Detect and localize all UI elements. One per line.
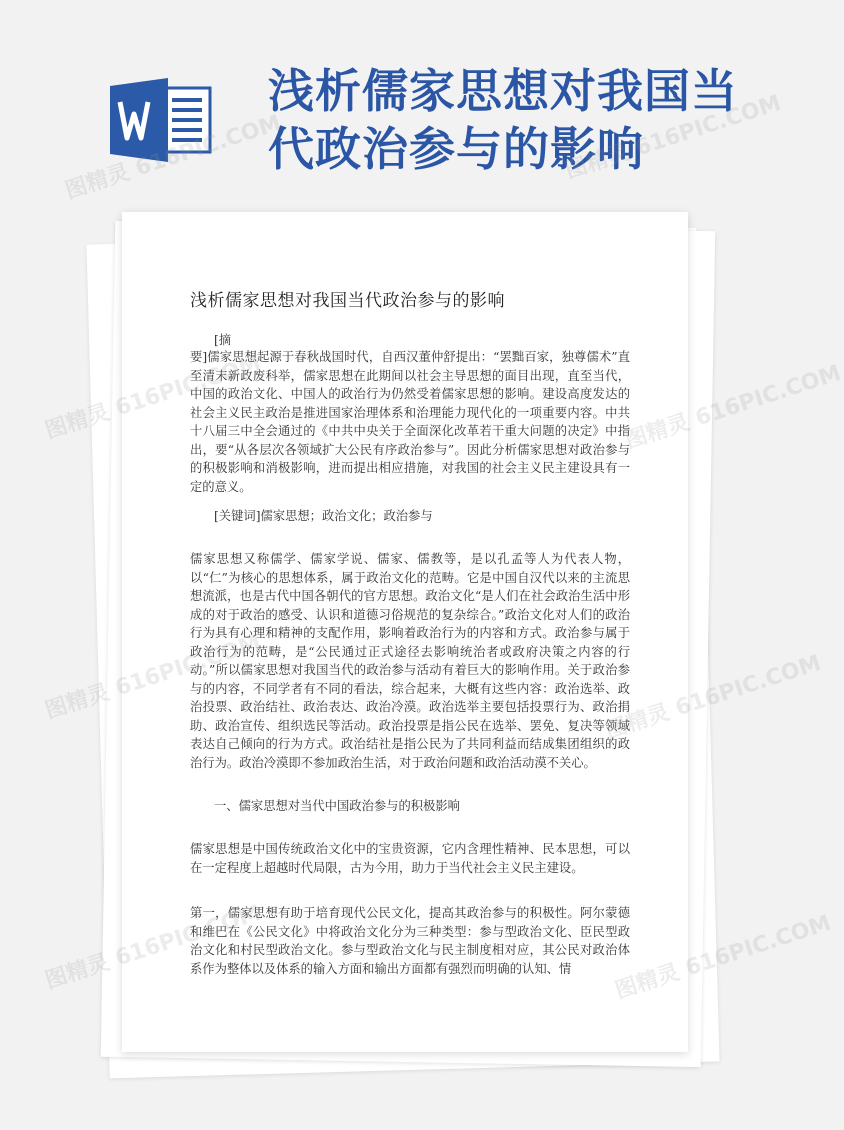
header-title: 浅析儒家思想对我国当代政治参与的影响: [268, 64, 738, 176]
document-title: 浅析儒家思想对我国当代政治参与的影响: [190, 291, 505, 311]
watermark: 图精灵 616PIC.COM: [622, 360, 844, 455]
watermark: 图精灵 616PIC.COM: [612, 910, 835, 1005]
word-document-icon: [110, 78, 214, 162]
keywords: [关键词]儒家思想；政治文化；政治参与: [214, 509, 433, 523]
watermark: 图精灵 616PIC.COM: [62, 110, 285, 205]
watermark: 图精灵: [42, 399, 113, 445]
section-heading: 一、儒家思想对当代中国政治参与的积极影响: [214, 799, 460, 813]
abstract-label: [摘: [214, 333, 232, 347]
paragraph-resource: 儒家思想是中国传统政治文化中的宝贵资源，它内含理性精神、民本思想，可以在一定程度上超越时代局限，古为今用，助力于当代社会主义民主建设。: [190, 842, 630, 875]
watermark: 图精灵: [42, 679, 113, 725]
abstract-text: 要]儒家思想起源于春秋战国时代，自西汉董仲舒提出：“罢黜百家，独尊儒术”直至清末新政废科举，儒家思想在此期间以社会主导思想的面目出现，直至当代，中国的政治文化、中国人的政治行为仍然受着儒家思想的影响。建设高度发达的社会主义民主政治是推进国家治理体系和治理能力现代化的一项重要内容。中共十八届三中全会通过的《中共中央关于全面深化改革若干重大问题的决定》中指出，要“从各层次各领域扩大公民有序政治参与”。因此分析儒家思想对政治参与的积极影响和消极影响，进而提出相应措施，对我国的社会主义民主建设具有一定的意义。: [190, 350, 630, 494]
watermark: 图精灵 616PIC.COM: [562, 90, 785, 185]
watermark: 图精灵: [42, 949, 113, 995]
watermark: 图精灵 616PIC.COM: [602, 650, 825, 745]
paragraph-civic-culture: 第一，儒家思想有助于培育现代公民文化，提高其政治参与的积极性。阿尔蒙德和维巴在《公民文化》中将政治文化分为三种类型：参与型政治文化、臣民型政治文化和村民型政治文化。参与型政治文化与民主制度相对应，其公民对政治体系作为整体以及体系的输入方面和输出方面都有强烈而明确的认知、情: [190, 906, 630, 976]
paragraph-intro: 儒家思想又称儒学、儒家学说、儒家、儒教等，是以孔孟等人为代表人物，以“仁”为核心的思想体系，属于政治文化的范畴。它是中国自汉代以来的主流思想流派，也是古代中国各朝代的官方思想。政治文化“是人们在社会政治生活中形成的对于政治的感受、认识和道德习俗规范的复杂综合。”政治文化对人们的政治行为具有心理和精神的支配作用，影响着政治行为的内容和方式。政治参与属于政治行为的范畴，是“公民通过正式途径去影响统治者或政府决策之内容的行动。”所以儒家思想对我国当代的政治参与活动有着巨大的影响作用。关于政治参与的内容，不同学者有不同的看法，综合起来，大概有这些内容：政治选举、政治投票、政治结社、政治表达、政治冷漠。政治选举主要包括投票行为、政治捐助、政治宣传、组织选民等活动。政治投票是指公民在选举、罢免、复决等领域表达自己倾向的行为方式。政治结社是指公民为了共同利益而结成集团组织的政治行为。政治冷漠即不参加政治生活，对于政治问题和政治活动漠不关心。: [190, 552, 630, 770]
